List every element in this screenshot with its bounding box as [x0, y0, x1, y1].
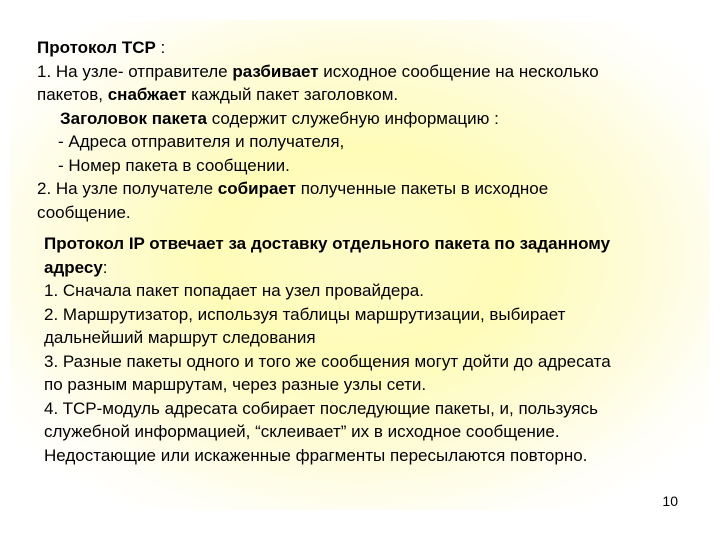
ip-heading-suffix: :	[102, 257, 108, 277]
tcp-line-2-text: пакетов,	[37, 85, 108, 104]
tcp-line-1-text: 1. На узле- отправителе	[37, 61, 233, 81]
tcp-line-6	[37, 177, 599, 201]
ip-line-2: 2. Маршрутизатор, используя таблицы маршрутизации, выбирает	[44, 304, 566, 324]
tcp-line-6-rest: полученные пакеты в исходное	[295, 179, 549, 198]
tcp-line-2-rest: каждый пакет заголовком.	[186, 85, 399, 104]
ip-heading-line-1: Протокол IP отвечает за доставку отдельного пакета по заданному	[44, 234, 611, 253]
ip-heading-word: адресу	[44, 257, 103, 277]
tcp-title-line	[37, 36, 599, 60]
tcp-section	[37, 36, 599, 224]
ip-line-5: по разным маршрутам, через разные узлы сети.	[44, 375, 427, 394]
tcp-line-3	[37, 107, 599, 131]
ip-line-8: Недостающие или искаженные фрагменты пересылаются повторно.	[44, 445, 588, 465]
ip-line-1: 1. Сначала пакет попадает на узел провайдера.	[44, 281, 424, 300]
tcp-line-4: - Адреса отправителя и получателя,	[58, 132, 345, 151]
tcp-line-3-rest: содержит служебную информацию :	[206, 108, 499, 128]
ip-line-7: служебной информацией, “склеивает” их в исходное сообщение.	[44, 422, 560, 441]
tcp-title-suffix: :	[155, 38, 166, 57]
ip-section	[44, 232, 611, 467]
tcp-title: Протокол TCP	[37, 38, 156, 57]
ip-line-3: дальнейший маршрут следования	[44, 328, 316, 347]
tcp-line-1	[37, 60, 599, 84]
tcp-line-2	[37, 83, 599, 107]
tcp-keyword-header: Заголовок пакета	[60, 108, 207, 128]
tcp-line-7: сообщение.	[37, 202, 131, 222]
tcp-keyword-collect: собирает	[217, 179, 296, 198]
tcp-line-6-text: 2. На узле получателе	[37, 179, 218, 198]
tcp-keyword-supply: снабжает	[107, 85, 187, 104]
ip-line-6: 4. TCP-модуль адресата собирает последующие пакеты, и, пользуясь	[44, 398, 598, 418]
page-number: 10	[662, 493, 678, 509]
tcp-line-1-rest: исходное сообщение на несколько	[318, 61, 599, 81]
tcp-keyword-split: разбивает	[232, 61, 319, 81]
ip-heading-line-2	[44, 256, 611, 280]
tcp-line-5: - Номер пакета в сообщении.	[58, 155, 290, 175]
ip-line-4: 3. Разные пакеты одного и того же сообщения могут дойти до адресата	[44, 351, 611, 371]
